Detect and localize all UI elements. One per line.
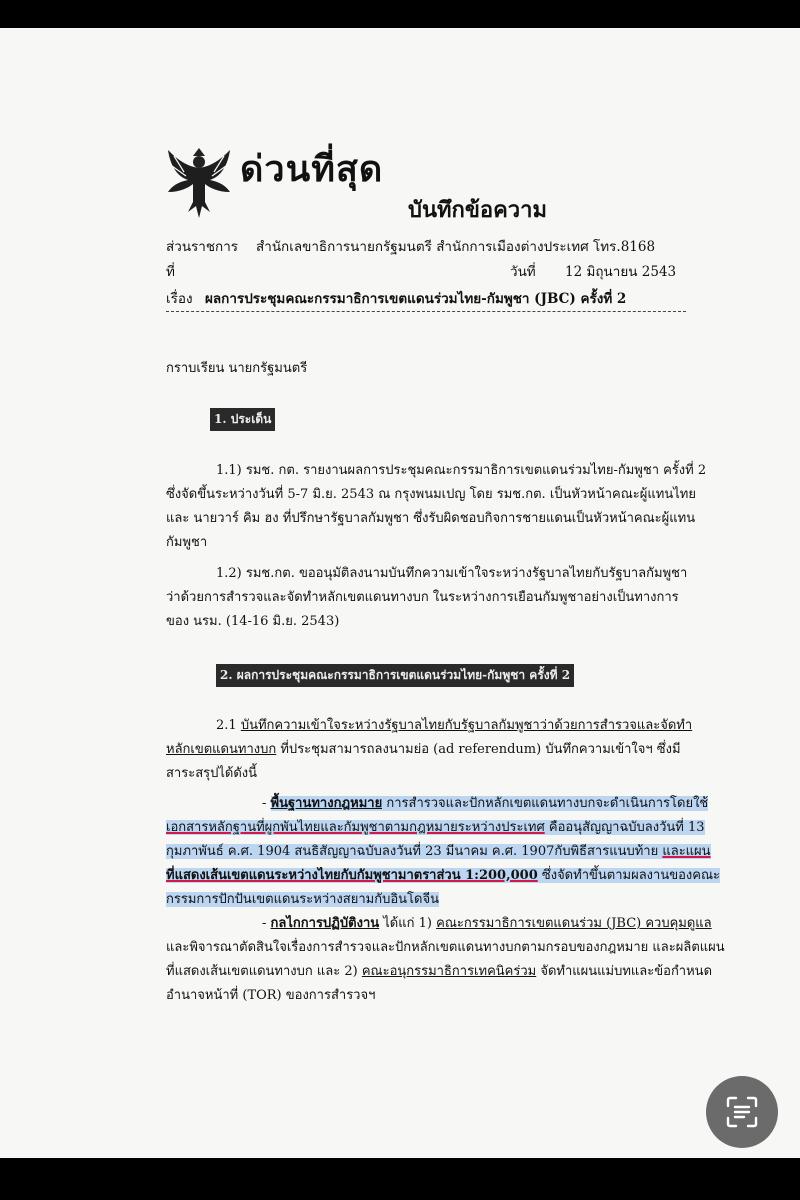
bullet1-line2 — [166, 818, 705, 838]
tech-subcommittee-text: คณะอนุกรรมาธิการเทคนิคร่วม — [361, 964, 537, 979]
bullet1-line4 — [166, 866, 720, 886]
subject-value: ผลการประชุมคณะกรรมาธิการเขตแดนร่วมไทย-กัมพูชา (JBC) ครั้งที่ 2 — [205, 291, 627, 307]
s2-p1-line3: สาระสรุปได้ดังนี้ — [166, 766, 258, 781]
header-divider — [166, 311, 686, 312]
bullet2-line1 — [262, 914, 712, 934]
scan-text-icon — [724, 1094, 760, 1130]
bullet-dash: - — [262, 796, 271, 811]
memo-title: บันทึกข้อความ — [408, 197, 548, 223]
s1-p2-line: ว่าด้วยการสำรวจและจัดทำหลักเขตแดนทางบก ในระหว่างการเยือนกัมพูชาอย่างเป็นทางการ — [166, 590, 679, 605]
scan-text-button[interactable] — [706, 1076, 778, 1148]
s2-mou-title-cont: หลักเขตแดนทางบก — [166, 742, 277, 757]
bullet2-text: ได้แก่ 1) — [379, 916, 437, 931]
s2-text: ที่ประชุมสามารถลงนามย่อ (ad referendum) บันทึกความเข้าใจฯ ซึ่งมี — [276, 742, 681, 757]
s1-p1-line: 1.1) รมช. กต. รายงานผลการประชุมคณะกรรมาธิการเขตแดนร่วมไทย-กัมพูชา ครั้งที่ 2 — [216, 463, 707, 478]
bullet1-text: การสำรวจและปักหลักเขตแดนทางบกจะดำเนินการโดยใช้ — [382, 796, 709, 811]
bullet1-line3 — [166, 842, 711, 862]
bullet2-text: จัดทำแผนแม่บทและข้อกำหนด — [536, 964, 713, 979]
bullet1-line1 — [262, 794, 708, 814]
s2-number: 2.1 — [216, 718, 241, 733]
section1-header: 1. ประเด็น — [210, 408, 275, 431]
document-page — [0, 28, 800, 1158]
garuda-emblem-icon — [166, 146, 232, 220]
legal-basis-label: พื้นฐานทางกฎหมาย — [270, 796, 383, 811]
subject-label: เรื่อง — [166, 291, 193, 307]
bullet2-line4: อำนาจหน้าที่ (TOR) ของการสำรวจฯ — [166, 988, 376, 1003]
urgent-label: ด่วนที่สุด — [240, 148, 384, 190]
bullet1-text: กรรมการปักปันเขตแดนระหว่างสยามกับอินโดจีน — [166, 892, 439, 907]
salutation: กราบเรียน นายกรัฐมนตรี — [166, 361, 308, 376]
map-scale-text: ที่แสดงเส้นเขตแดนระหว่างไทยกับกัมพูชามาตราส่วน 1:200,000 — [166, 868, 538, 883]
ref-label: ที่ — [166, 264, 175, 280]
bullet1-line5 — [166, 890, 439, 910]
date-value: 12 มิถุนายน 2543 — [565, 264, 677, 280]
s1-p1-line: ซึ่งจัดขึ้นระหว่างวันที่ 5-7 มิ.ย. 2543 ณ กรุงพนมเปญ โดย รมช.กต. เป็นหัวหน้าคณะผู้แทนไทย — [166, 487, 696, 502]
bullet2-text: ที่แสดงเส้นเขตแดนทางบก และ 2) — [166, 964, 362, 979]
s1-p2-line: ของ นรม. (14-16 มิ.ย. 2543) — [166, 614, 340, 629]
bullet1-map-text: และแผน — [662, 844, 711, 859]
bullet1-text: คืออนุสัญญาฉบับลงวันที่ 13 — [544, 820, 705, 835]
s2-p1-line2 — [166, 740, 681, 760]
s2-mou-title: บันทึกความเข้าใจระหว่างรัฐบาลไทยกับรัฐบาลกัมพูชาว่าด้วยการสำรวจและจัดทำ — [240, 718, 693, 733]
bullet2-line2: และพิจารณาตัดสินใจเรื่องการสำรวจและปักหลักเขตแดนทางบกตามกรอบของกฎหมาย และผลิตแผน — [166, 940, 725, 955]
mechanism-label: กลไกการปฏิบัติงาน — [270, 916, 380, 931]
date-label: วันที่ — [510, 264, 536, 280]
s1-p1-line: และ นายวาร์ คิม ฮง ที่ปรึกษารัฐบาลกัมพูชา ซึ่งรับผิดชอบกิจการชายแดนเป็นหัวหน้าคณะผู้แทน — [166, 511, 696, 526]
bullet2-line3 — [166, 962, 712, 982]
bullet1-text: กุมภาพันธ์ ค.ศ. 1904 สนธิสัญญาฉบับลงวันที่ 23 มีนาคม ค.ศ. 1907กับพิธีสารแนบท้าย — [166, 844, 663, 859]
bullet2-text: ควบคุมดูแล — [641, 916, 712, 931]
section2-header: 2. ผลการประชุมคณะกรรมาธิการเขตแดนร่วมไทย-กัมพูชา ครั้งที่ 2 — [216, 664, 574, 687]
bullet1-text: เอกสารหลักฐานที่ผูกพันไทยและกัมพูชาตามกฎหมายระหว่างประเทศ — [166, 820, 545, 835]
office-label: ส่วนราชการ — [166, 239, 239, 255]
office-value: สำนักเลขาธิการนายกรัฐมนตรี สำนักการเมืองต่างประเทศ โทร.8168 — [256, 239, 656, 255]
jbc-text: คณะกรรมาธิการเขตแดนร่วม (JBC) — [436, 916, 642, 931]
s1-p2-line: 1.2) รมช.กต. ขออนุมัติลงนามบันทึกความเข้าใจระหว่างรัฐบาลไทยกับรัฐบาลกัมพูชา — [216, 566, 688, 581]
bullet-dash: - — [262, 916, 271, 931]
bullet1-text: ซึ่งจัดทำขึ้นตามผลงานของคณะ — [537, 868, 720, 883]
s1-p1-line: กัมพูชา — [166, 535, 208, 550]
s2-p1-line1 — [216, 716, 692, 736]
